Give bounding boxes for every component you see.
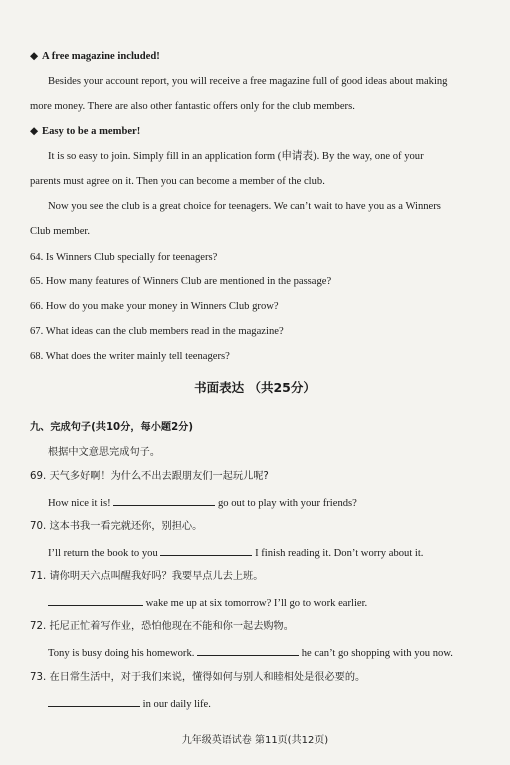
heading-free-magazine bbox=[30, 50, 488, 64]
q71-blank[interactable] bbox=[48, 595, 143, 606]
paragraph-line: It is so easy to join. Simply fill in an application form (申请表). By the way, one of your bbox=[48, 151, 424, 162]
q70-part-a: I’ll return the book to you bbox=[48, 548, 158, 559]
page-footer: 九年级英语试卷 第11页(共12页) bbox=[181, 735, 329, 746]
q72-sentence bbox=[48, 645, 488, 661]
q69-part-b: go out to play with your friends? bbox=[217, 498, 357, 509]
paragraph-line: more money. There are also other fantastic offers only for the club members. bbox=[30, 101, 355, 112]
q70-part-b: I finish reading it. Don’t worry about it. bbox=[255, 548, 424, 559]
question-68: 68. What does the writer mainly tell teenagers? bbox=[30, 351, 230, 362]
section-title: 书面表达 （共25分） bbox=[194, 380, 316, 395]
heading-text: A free magazine included! bbox=[42, 51, 160, 62]
paragraph-line: Now you see the club is a great choice for teenagers. We can’t wait to have you as a Winners bbox=[48, 201, 441, 212]
q73-blank[interactable] bbox=[48, 696, 140, 707]
q72-blank[interactable] bbox=[197, 645, 299, 656]
q70-blank[interactable] bbox=[160, 545, 252, 556]
q69-part-a: How nice it is! bbox=[48, 498, 111, 509]
q69-chinese: 69. 天气多好啊！为什么不出去跟朋友们一起玩儿呢? bbox=[30, 471, 269, 482]
q73-part-b: in our daily life. bbox=[142, 699, 211, 710]
question-66: 66. How do you make your money in Winners Club grow? bbox=[30, 301, 279, 312]
question-65: 65. How many features of Winners Club are mentioned in the passage? bbox=[30, 276, 332, 287]
diamond-icon: ◆ bbox=[30, 126, 39, 137]
q69-blank[interactable] bbox=[113, 495, 215, 506]
diamond-icon: ◆ bbox=[30, 51, 39, 62]
q72-part-a: Tony is busy doing his homework. bbox=[48, 648, 195, 659]
q69-sentence bbox=[48, 495, 488, 511]
q71-chinese: 71. 请你明天六点叫醒我好吗？我要早点儿去上班。 bbox=[30, 571, 264, 582]
q72-chinese: 72. 托尼正忙着写作业，恐怕他现在不能和你一起去购物。 bbox=[30, 621, 294, 632]
q71-sentence bbox=[48, 595, 488, 611]
q70-chinese: 70. 这本书我一看完就还你，别担心。 bbox=[30, 521, 203, 532]
heading-text: Easy to be a member! bbox=[42, 126, 141, 137]
question-67: 67. What ideas can the club members read in the magazine? bbox=[30, 326, 284, 337]
part9-title: 九、完成句子(共10分，每小题2分) bbox=[30, 422, 194, 433]
q73-sentence bbox=[48, 696, 488, 712]
paragraph-line: Club member. bbox=[30, 226, 91, 237]
paragraph-line: Besides your account report, you will receive a free magazine full of good ideas about making bbox=[48, 76, 448, 87]
part9-instruction: 根据中文意思完成句子。 bbox=[48, 447, 161, 458]
heading-easy-member bbox=[30, 125, 488, 139]
question-64: 64. Is Winners Club specially for teenagers? bbox=[30, 252, 218, 263]
paragraph-line: parents must agree on it. Then you can become a member of the club. bbox=[30, 176, 325, 187]
q72-part-b: he can’t go shopping with you now. bbox=[301, 648, 453, 659]
q73-chinese: 73. 在日常生活中，对于我们来说，懂得如何与别人和睦相处是很必要的。 bbox=[30, 672, 366, 683]
q71-part-b: wake me up at six tomorrow? I’ll go to work earlier. bbox=[145, 598, 368, 609]
q70-sentence bbox=[48, 545, 488, 561]
